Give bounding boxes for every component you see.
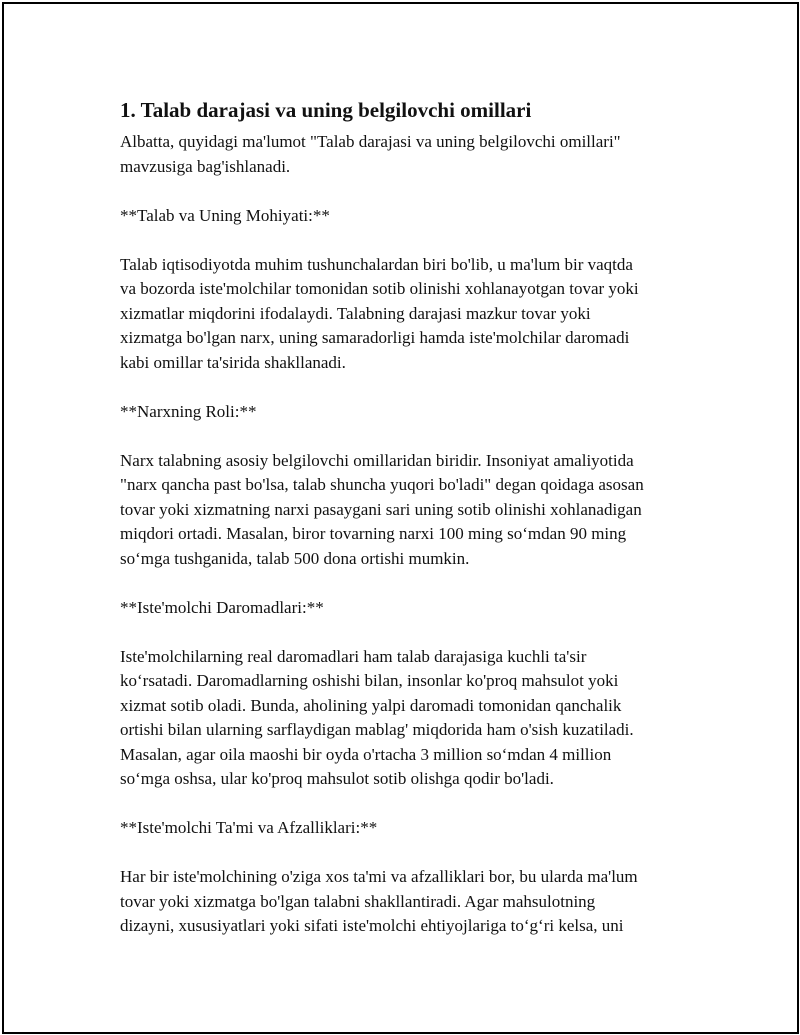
section-heading-talab-mohiyati: **Talab va Uning Mohiyati:** bbox=[120, 205, 330, 225]
section-heading-daromadlar: **Iste'molchi Daromadlari:** bbox=[120, 597, 324, 617]
page-frame bbox=[2, 2, 799, 1034]
intro-paragraph: Albatta, quyidagi ma'lumot "Talab darajasi va uning belgilovchi omillari" mavzusiga bag'ishlanadi. bbox=[120, 132, 621, 176]
daromadlar-paragraph: Iste'molchilarning real daromadlari ham talab darajasiga kuchli ta'sir ko‘rsatadi. Daromadlarning oshishi bilan, insonlar ko'proq mahsulot yoki xizmat sotib oladi. Bunda, aholining yalpi daromadi tomonidan qanchalik ortishi bilan ularning sarflaydigan mablag' miqdorida ham o'sish kuzatiladi. Masalan, agar oila maoshi bir oyda o'rtacha 3 million so‘mdan 4 million so‘mga oshsa, ular ko'proq mahsulot sotib olishga qodir bo'ladi. bbox=[120, 646, 634, 788]
talab-mohiyati-paragraph: Talab iqtisodiyotda muhim tushunchalardan biri bo'lib, u ma'lum bir vaqtda va bozorda iste'molchilar tomonidan sotib olinishi xohlanayotgan tovar yoki xizmatlar miqdorini ifodalaydi. Talabning darajasi mazkur tovar yoki xizmatga bo'lgan narx, uning samaradorligi hamda iste'molchilar daromadi kabi omillar ta'sirida shakllanadi. bbox=[120, 254, 639, 372]
document-title: 1. Talab darajasi va uning belgilovchi omillari bbox=[120, 98, 532, 122]
section-heading-narx-roli: **Narxning Roli:** bbox=[120, 401, 257, 421]
section-heading-tami-afzalliklari: **Iste'molchi Ta'mi va Afzalliklari:** bbox=[120, 818, 378, 837]
document-body bbox=[120, 96, 700, 963]
tami-afzalliklari-paragraph: Har bir iste'molchining o'ziga xos ta'mi va afzalliklari bor, bu ularda ma'lum tovar yoki xizmatga bo'lgan talabni shakllantiradi. Agar mahsulotning dizayni, xususiyatlari yoki sifati iste'molchi ehtiyojlariga to‘g‘ri kelsa, uni bbox=[120, 867, 638, 935]
narx-roli-paragraph: Narx talabning asosiy belgilovchi omillaridan biridir. Insoniyat amaliyotida "narx qancha past bo'lsa, talab shuncha yuqori bo'ladi" degan qoidaga asosan tovar yoki xizmatning narxi pasaygani sari uning sotib olinishi xohlanadigan miqdori ortadi. Masalan, biror tovarning narxi 100 ming so‘mdan 90 ming so‘mga tushganida, talab 500 dona ortishi mumkin. bbox=[120, 450, 644, 568]
